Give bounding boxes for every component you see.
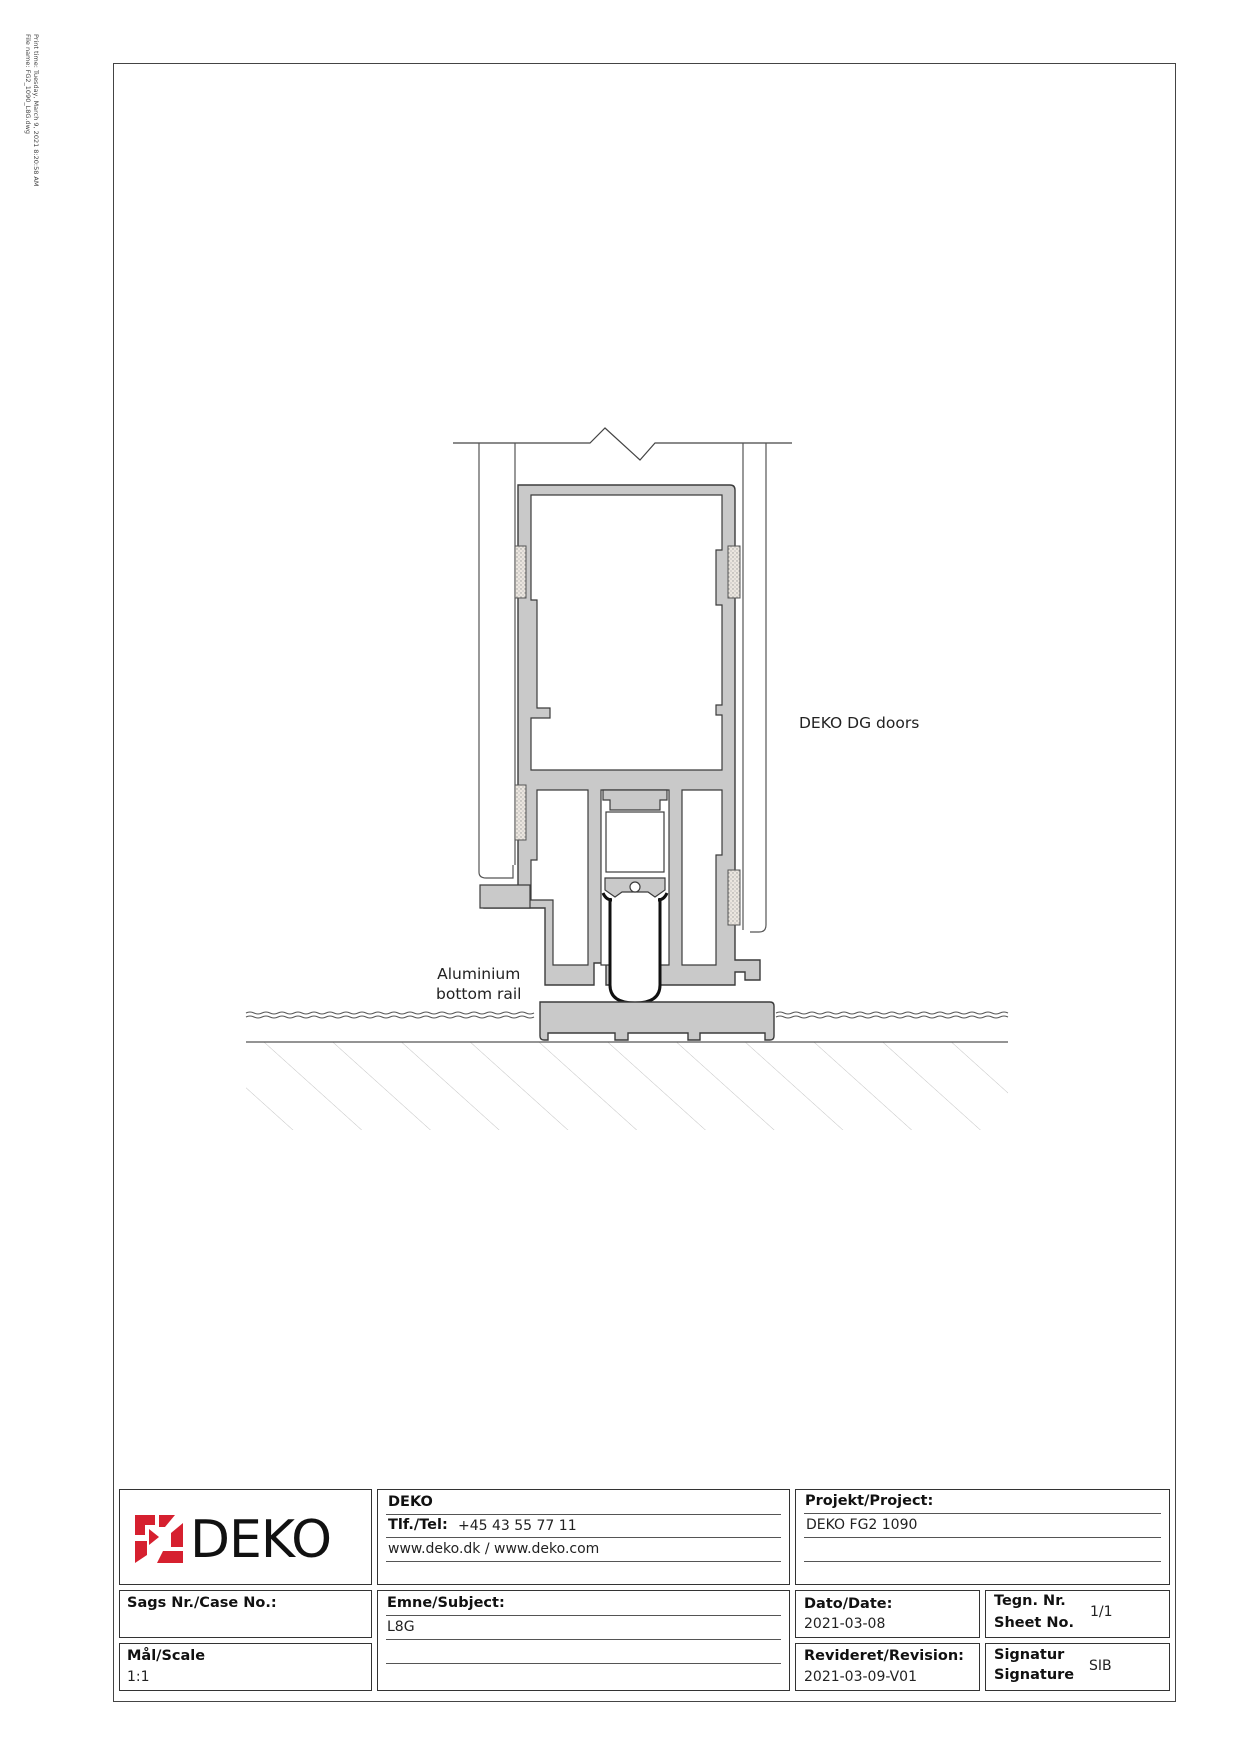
phone-label: Tlf./Tel: [388, 1517, 448, 1533]
case-cell [119, 1590, 372, 1638]
drop-seal-carrier [603, 790, 667, 897]
date-value: 2021-03-08 [804, 1616, 886, 1632]
project-label: Projekt/Project: [805, 1493, 934, 1509]
door-hook-profile [480, 885, 530, 908]
sheet-label-2: Sheet No. [994, 1615, 1075, 1631]
company-name: DEKO [388, 1494, 433, 1510]
file-name: File name: FG2_1090_L8G.dwg [24, 34, 32, 135]
print-time: Print time: Tuesday, March 9, 2021 8:20:58 AM [32, 34, 40, 187]
project-cell [795, 1489, 1170, 1585]
scale-cell [119, 1643, 372, 1691]
signature-value: SIB [1089, 1658, 1112, 1674]
label-rail [436, 964, 521, 1004]
revision-value: 2021-03-09-V01 [804, 1669, 917, 1685]
subject-cell [377, 1590, 790, 1691]
break-line [453, 428, 792, 460]
logo-wordmark: DEKO [190, 1510, 332, 1570]
threshold-plate [540, 1002, 774, 1040]
scale-label: Mål/Scale [127, 1648, 206, 1664]
subject-label: Emne/Subject: [387, 1595, 505, 1611]
logo-cell [119, 1489, 372, 1585]
subject-value: L8G [387, 1619, 415, 1635]
label-rail-line1: Aluminium [437, 965, 521, 983]
deko-logo-icon [135, 1515, 183, 1563]
case-label: Sags Nr./Case No.: [127, 1595, 277, 1611]
revision-cell [795, 1643, 980, 1691]
date-cell [795, 1590, 980, 1638]
sheet-value: 1/1 [1090, 1604, 1113, 1620]
profile-voids [531, 495, 722, 965]
signature-cell [985, 1643, 1170, 1691]
signature-label-2: Signature [994, 1667, 1075, 1683]
date-label: Dato/Date: [804, 1596, 893, 1612]
label-rail-line2: bottom rail [436, 985, 522, 1003]
sheet-cell [985, 1590, 1170, 1638]
signature-label-1: Signatur [994, 1647, 1065, 1663]
subfloor [246, 1042, 1008, 1130]
company-cell [377, 1489, 790, 1585]
website: www.deko.dk / www.deko.com [388, 1541, 600, 1557]
rubber-seal [603, 893, 667, 1003]
project-value: DEKO FG2 1090 [806, 1517, 918, 1533]
revision-label: Revideret/Revision: [804, 1648, 964, 1664]
label-doors: DEKO DG doors [799, 714, 920, 732]
sheet-label-1: Tegn. Nr. [994, 1593, 1066, 1609]
scale-value: 1:1 [127, 1669, 150, 1685]
phone-value: +45 43 55 77 11 [458, 1518, 577, 1534]
